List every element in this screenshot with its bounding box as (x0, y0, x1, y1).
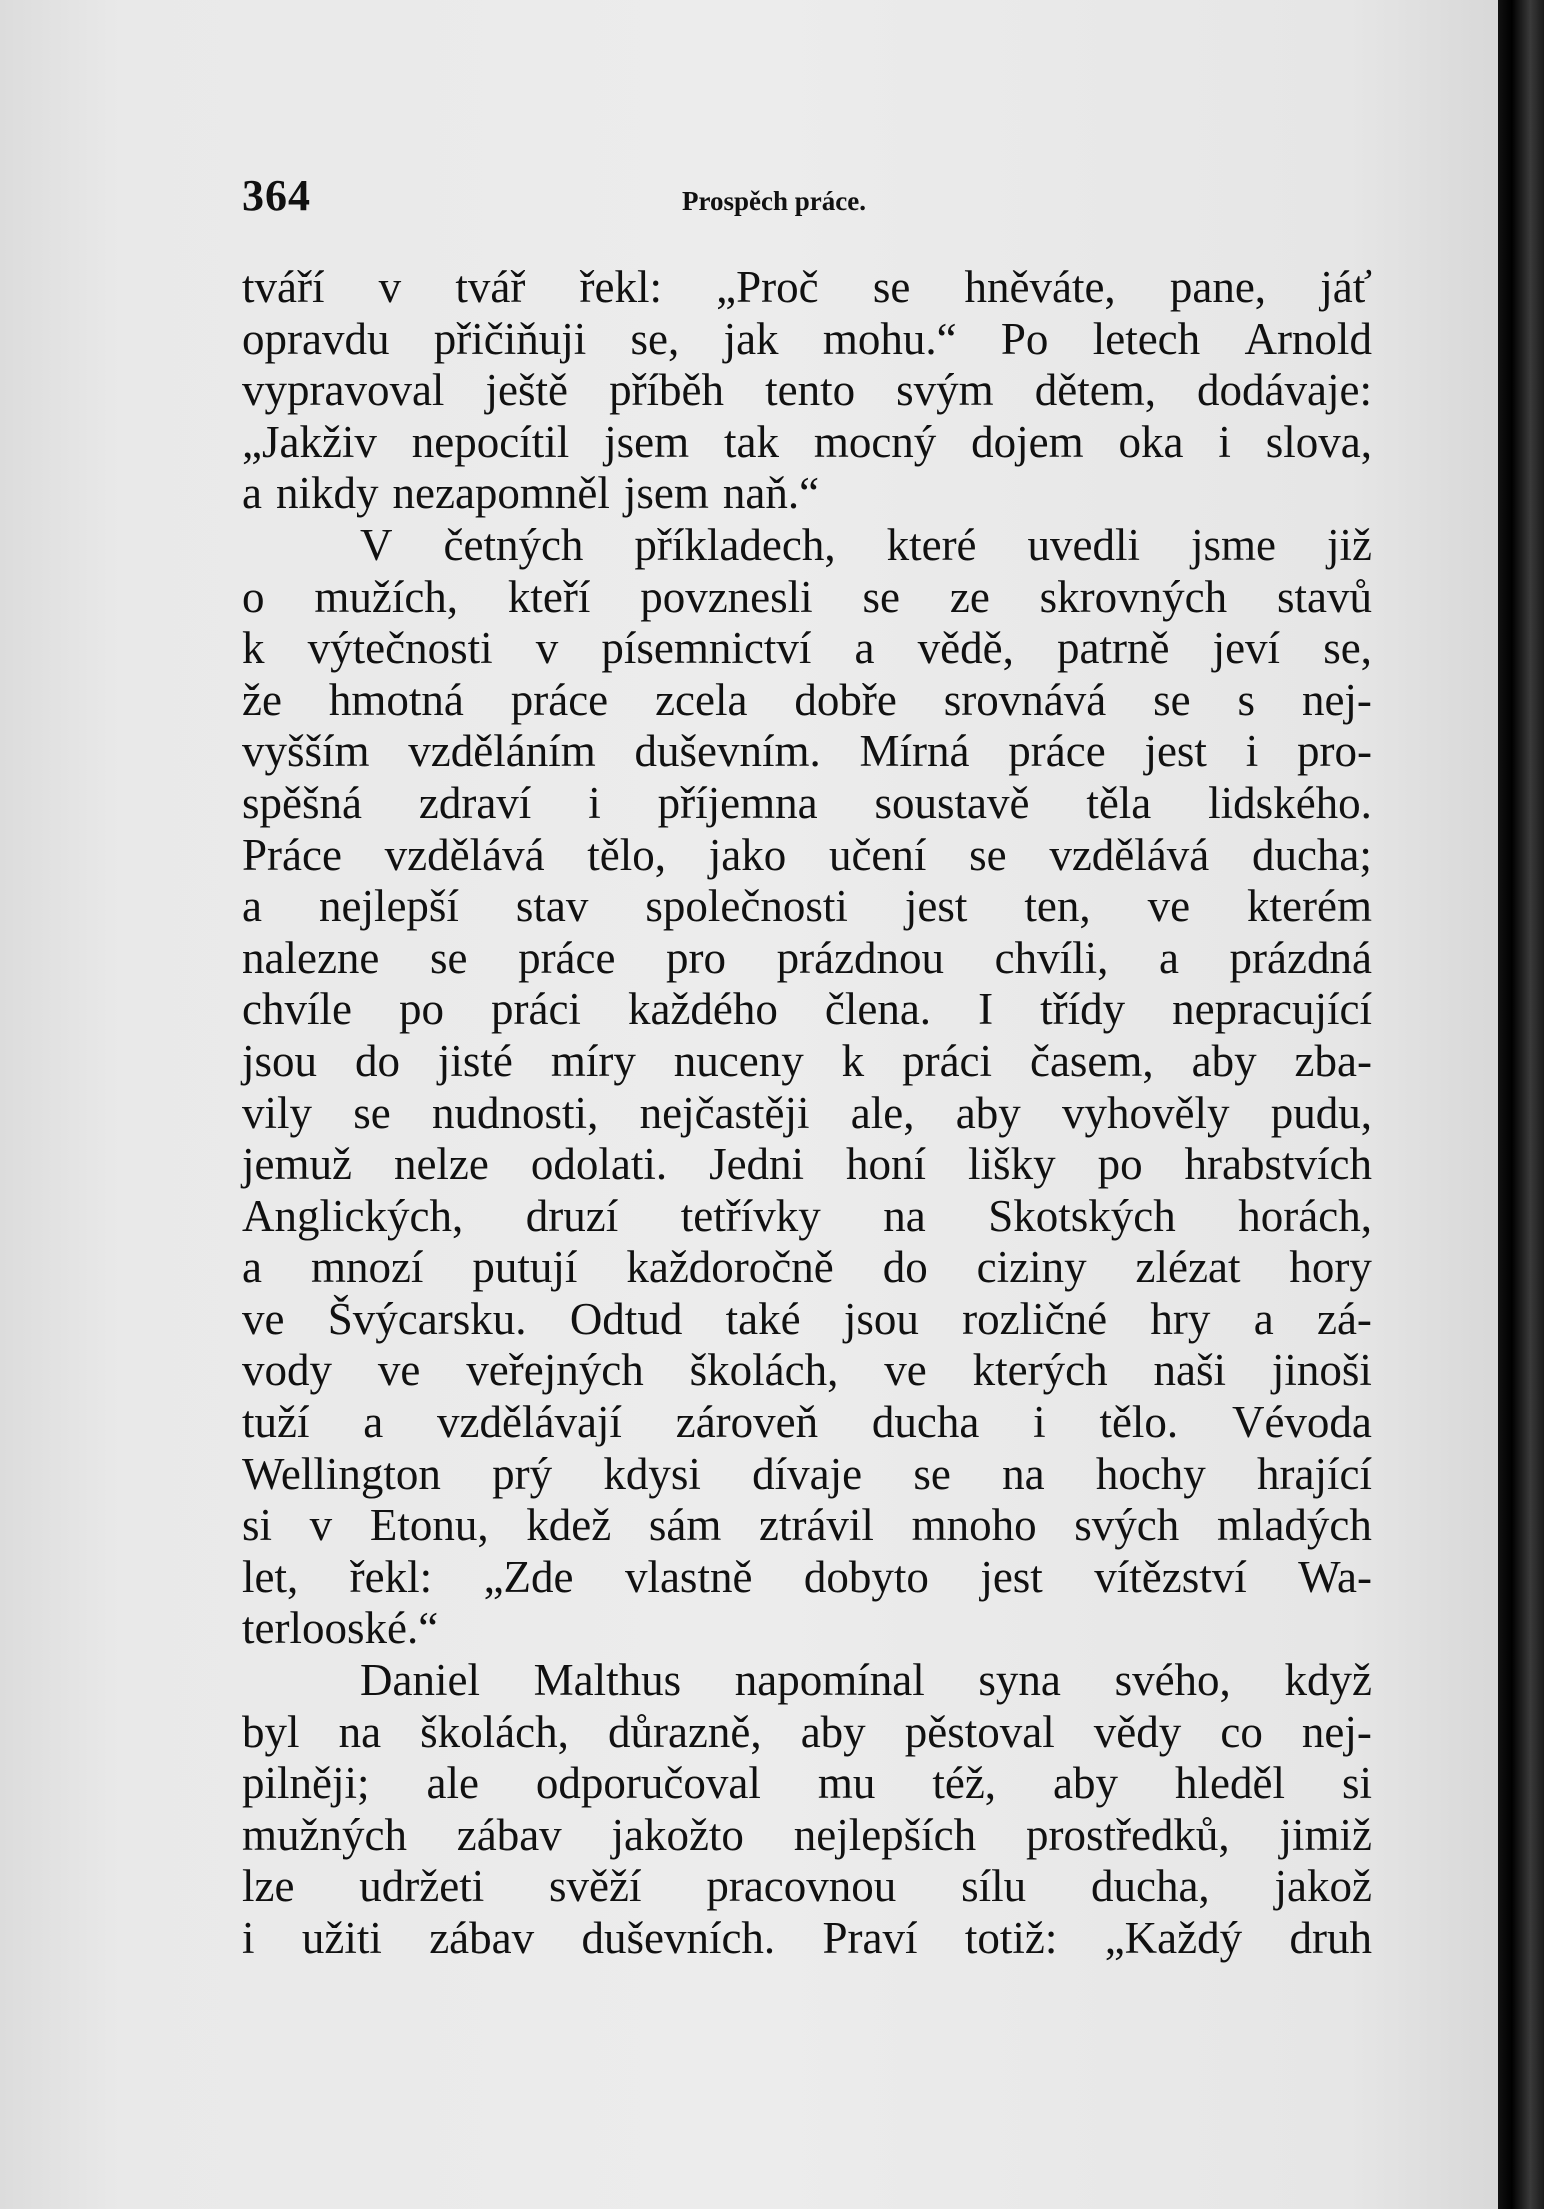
text-line: vody ve veřejných školách, ve kterých naši jinoši (242, 1345, 1372, 1396)
text-line: pilněji; ale odporučoval mu též, aby hleděl si (242, 1758, 1372, 1809)
text-line: vyšším vzděláním duševním. Mírná práce jest i pro- (242, 726, 1372, 777)
text-line: „Jakživ nepocítil jsem tak mocný dojem oka i slova, (242, 416, 1372, 467)
text-line: byl na školách, důrazně, aby pěstoval vědy co nej- (242, 1706, 1372, 1757)
text-line: vily se nudnosti, nejčastěji ale, aby vyhověly pudu, (242, 1087, 1372, 1138)
text-line: o mužích, kteří povznesli se ze skrovných stavů (242, 571, 1372, 622)
text-line: V četných příkladech, které uvedli jsme již (360, 519, 1372, 570)
text-line: k výtečnosti v písemnictví a vědě, patrně jeví se, (242, 623, 1372, 674)
text-line: nalezne se práce pro prázdnou chvíli, a prázdná (242, 932, 1372, 983)
text-line: chvíle po práci každého člena. I třídy nepracující (242, 984, 1372, 1035)
text-line: si v Etonu, kdež sám ztrávil mnoho svých mladých (242, 1500, 1372, 1551)
text-line: tváří v tvář řekl: „Proč se hněváte, pane, jáť (242, 262, 1372, 312)
text-line: tuží a vzdělávají zároveň ducha i tělo. Vévoda (242, 1397, 1372, 1448)
text-line: jemuž nelze odolati. Jedni honí lišky po hrabstvích (242, 1139, 1372, 1190)
text-line: a nejlepší stav společnosti jest ten, ve kterém (242, 881, 1372, 932)
text-line: a nikdy nezapomněl jsem naň.“ (242, 468, 820, 519)
body-text (242, 262, 1372, 1965)
text-line: Práce vzdělává tělo, jako učení se vzdělává ducha; (242, 829, 1372, 880)
text-line: terlooské.“ (242, 1603, 439, 1654)
text-line: opravdu přičiňuji se, jak mohu.“ Po letech Arnold (242, 313, 1372, 364)
text-line: Anglických, druzí tetřívky na Skotských horách, (242, 1190, 1372, 1241)
text-line: mužných zábav jakožto nejlepších prostředků, jimiž (242, 1809, 1372, 1860)
page-header (242, 170, 1372, 230)
text-line: jsou do jisté míry nuceny k práci časem, aby zba- (242, 1035, 1372, 1086)
text-line: i užiti zábav duševních. Praví totiž: „Každý druh (242, 1913, 1372, 1963)
text-line: že hmotná práce zcela dobře srovnává se s nej- (242, 674, 1372, 725)
text-line: a mnozí putují každoročně do ciziny zlézat hory (242, 1242, 1372, 1293)
text-line: ve Švýcarsku. Odtud také jsou rozličné hry a zá- (242, 1293, 1372, 1344)
text-line: spěšná zdraví i příjemna soustavě těla lidského. (242, 777, 1372, 828)
page-edge-shadow (1498, 0, 1544, 2209)
text-line: Daniel Malthus napomínal syna svého, když (360, 1655, 1372, 1706)
text-line: lze udržeti svěží pracovnou sílu ducha, jakož (242, 1861, 1372, 1912)
page-number: 364 (242, 171, 311, 220)
text-line: vypravoval ještě příběh tento svým dětem, dodávaje: (242, 365, 1372, 416)
running-head: Prospěch práce. (682, 186, 866, 216)
text-line: Wellington prý kdysi dívaje se na hochy hrající (242, 1448, 1372, 1499)
text-line: let, řekl: „Zde vlastně dobyto jest vítězství Wa- (242, 1551, 1372, 1602)
